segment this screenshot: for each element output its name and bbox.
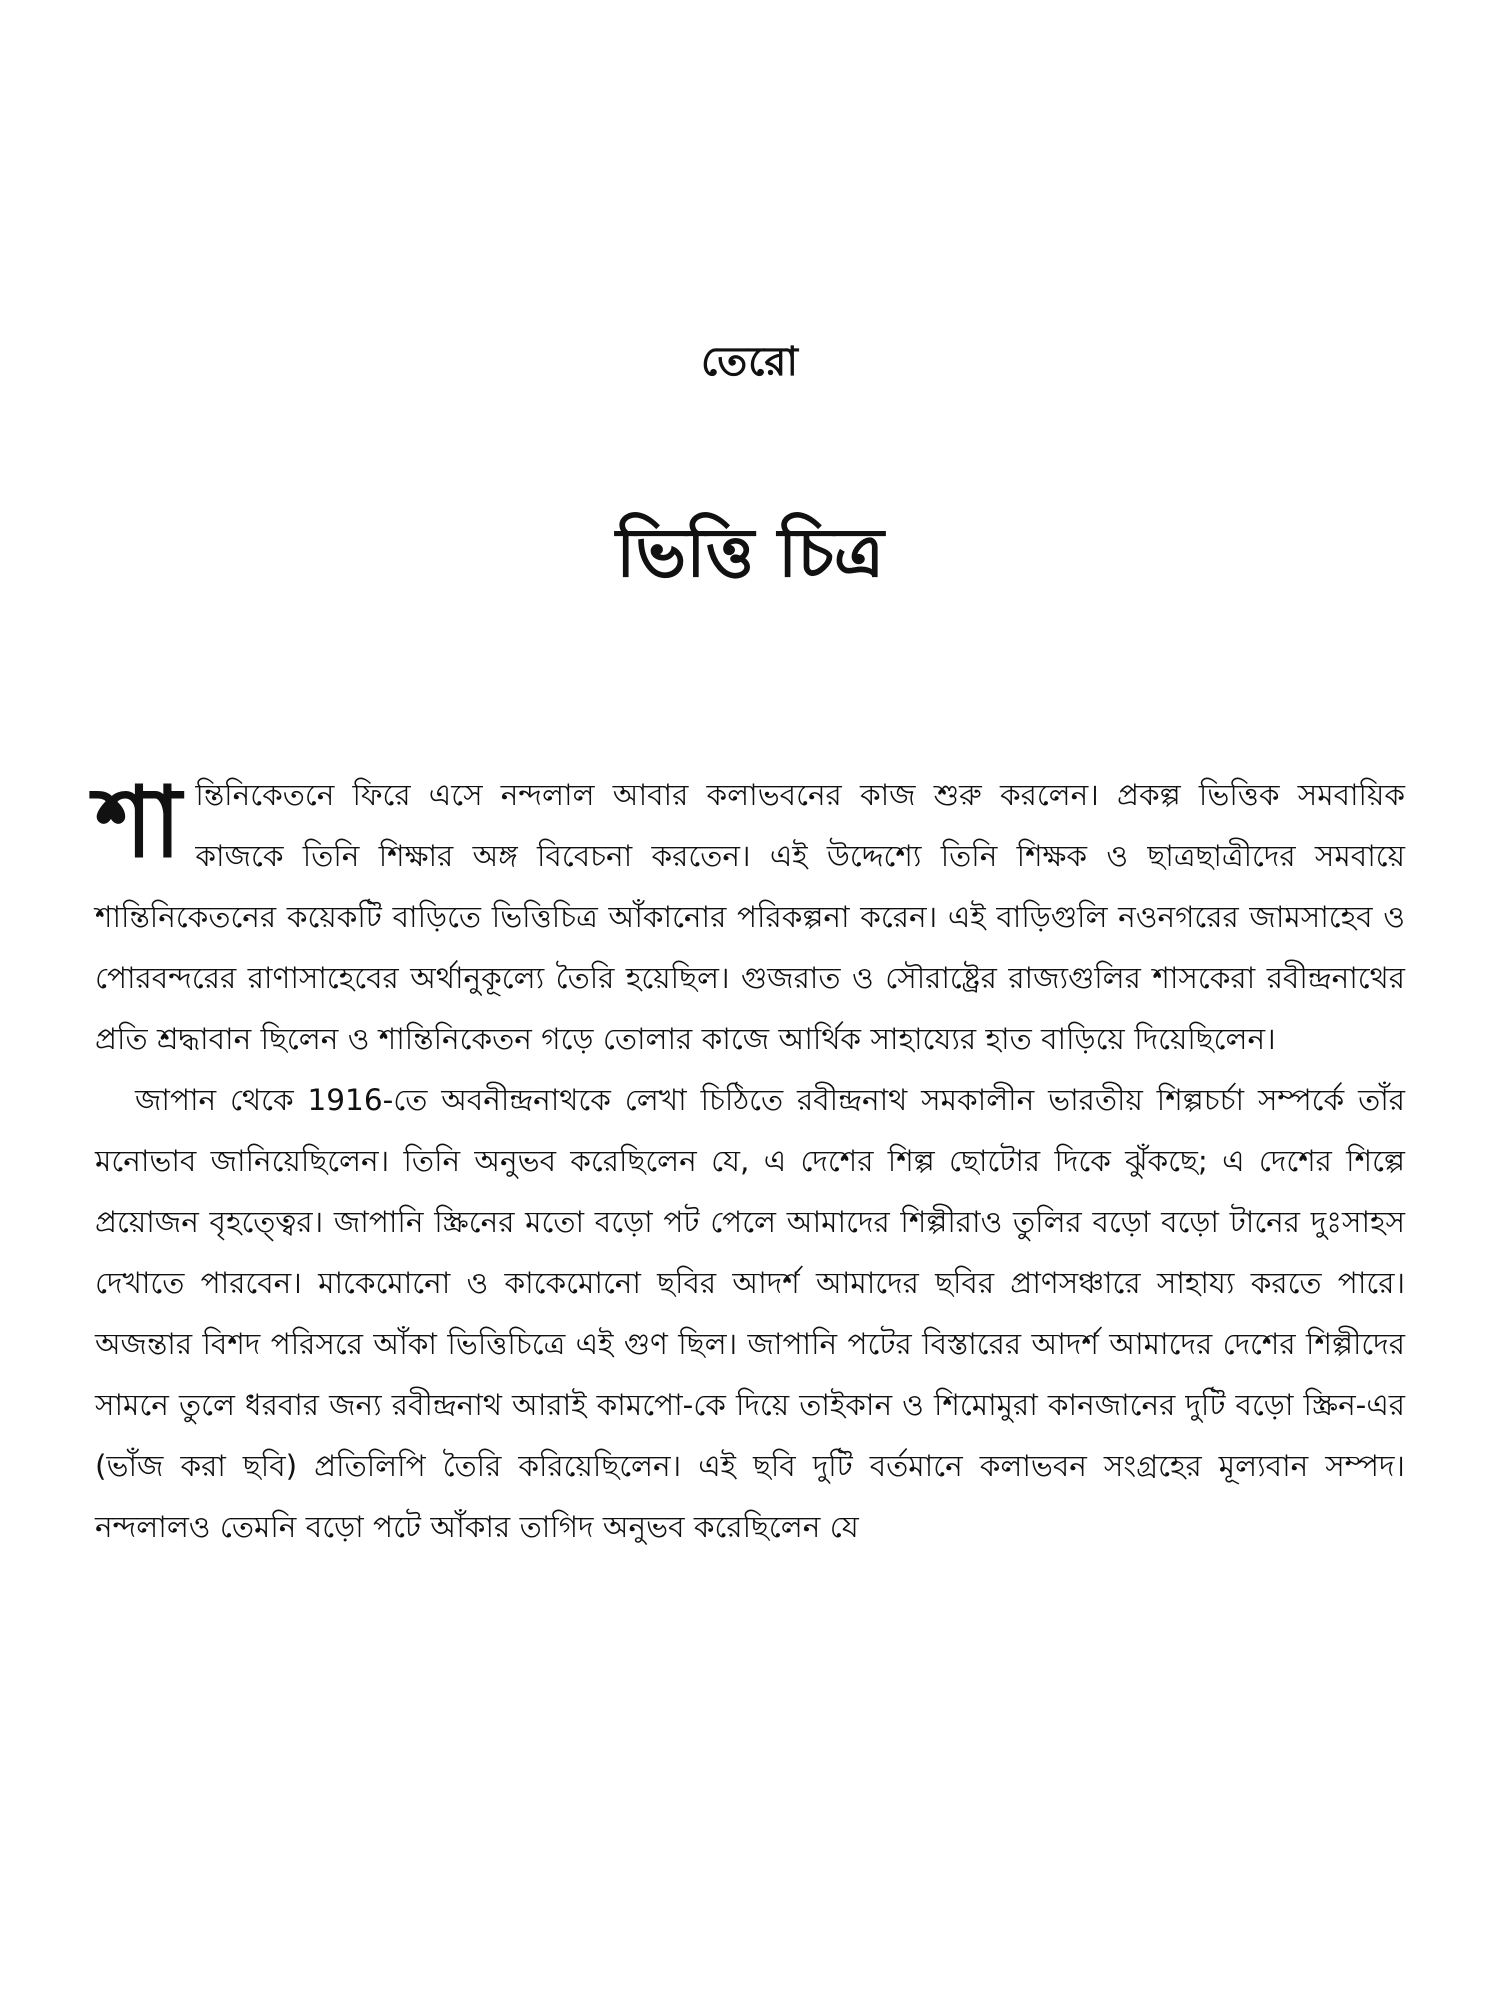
- drop-cap: শা: [95, 766, 182, 880]
- paragraph-2: জাপান থেকে 1916-তে অবনীন্দ্রনাথকে লেখা চিঠিতে রবীন্দ্রনাথ সমকালীন ভারতীয় শিল্পচর্চা সম্পর্কে তাঁর মনোভাব জানিয়েছিলেন। তিনি অনুভব করেছিলেন যে, এ দেশের শিল্প ছোটোর দিকে ঝুঁকছে; এ দেশের শিল্পে প্রয়োজন বৃহত্ত্বের। জাপানি স্ক্রিনের মতো বড়ো পট পেলে আমাদের শিল্পীরাও তুলির বড়ো বড়ো টানের দুঃসাহস দেখাতে পারবেন। মাকেমোনো ও কাকেমোনো ছবির আদর্শ আমাদের ছবির প্রাণসঞ্চারে সাহায্য করতে পারে। অজন্তার বিশদ পরিসরে আঁকা ভিত্তিচিত্রে এই গুণ ছিল। জাপানি পটের বিস্তারের আদর্শ আমাদের দেশের শিল্পীদের সামনে তুলে ধরবার জন্য রবীন্দ্রনাথ আরাই কামপো-কে দিয়ে তাইকান ও শিমোমুরা কানজানের দুটি বড়ো স্ক্রিন-এর (ভাঁজ করা ছবি) প্রতিলিপি তৈরি করিয়েছিলেন। এই ছবি দুটি বর্তমানে কলাভবন সংগ্রহের মূল্যবান সম্পদ। নন্দলালও তেমনি বড়ো পটে আঁকার তাগিদ অনুভব করেছিলেন যে: [95, 1083, 1405, 1544]
- chapter-number: তেরো: [701, 339, 799, 385]
- body-text: [95, 765, 1405, 1558]
- chapter-title: ভিত্তি চিত্র: [616, 514, 884, 593]
- paragraph-1-text: ন্তিনিকেতনে ফিরে এসে নন্দলাল আবার কলাভবনের কাজ শুরু করলেন। প্রকল্প ভিত্তিক সমবায়িক কাজকে তিনি শিক্ষার অঙ্গ বিবেচনা করতেন। এই উদ্দেশ্যে তিনি শিক্ষক ও ছাত্রছাত্রীদের সমবায়ে শান্তিনিকেতনের কয়েকটি বাড়িতে ভিত্তিচিত্র আঁকানোর পরিকল্পনা করেন। এই বাড়িগুলি নওনগরের জামসাহেব ও পোরবন্দরের রাণাসাহেবের অর্থানুকূল্যে তৈরি হয়েছিল। গুজরাত ও সৌরাষ্ট্রের রাজ্যগুলির শাসকেরা রবীন্দ্রনাথের প্রতি শ্রদ্ধাবান ছিলেন ও শান্তিনিকেতন গড়ে তোলার কাজে আর্থিক সাহায্যের হাত বাড়িয়ে দিয়েছিলেন।: [95, 778, 1405, 1056]
- paragraph-1: [95, 765, 1405, 1070]
